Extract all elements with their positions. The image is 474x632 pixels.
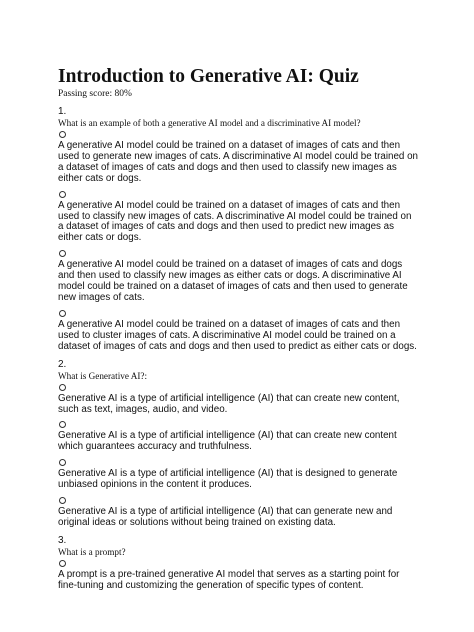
- radio-button-icon[interactable]: [59, 310, 66, 317]
- question-text: What is a prompt?: [58, 546, 126, 557]
- question-3: [58, 535, 418, 592]
- answer-option[interactable]: [58, 310, 418, 353]
- question-2: [58, 359, 418, 529]
- answer-text: Generative AI is a type of artificial intelligence (AI) that is designed to generate unbiased opinions in the content it produces.: [58, 468, 398, 491]
- answer-text: A generative AI model could be trained on a dataset of images of cats and then used to classify new images of cats. A discriminative AI model could be trained on a dataset of images of cats and dogs and then used to predict new images as either cats or dogs.: [58, 199, 412, 244]
- answer-option[interactable]: [58, 560, 418, 592]
- radio-button-icon[interactable]: [59, 421, 66, 428]
- question-text: What is Generative AI?:: [58, 370, 148, 381]
- radio-button-icon[interactable]: [59, 191, 66, 198]
- question-1: [58, 106, 418, 353]
- answer-text: A generative AI model could be trained on a dataset of images of cats and then used to cluster images of cats. A discriminative AI model could be trained on a dataset of images of cats and dogs and then used to predict as either cats or dogs.: [58, 318, 417, 352]
- answer-option[interactable]: [58, 421, 418, 453]
- question-text: What is an example of both a generative AI model and a discriminative AI model?: [58, 118, 361, 128]
- answer-option[interactable]: [58, 250, 418, 304]
- answer-option[interactable]: [58, 497, 418, 529]
- answer-option[interactable]: [58, 131, 418, 185]
- radio-button-icon[interactable]: [59, 459, 66, 466]
- answer-text: Generative AI is a type of artificial intelligence (AI) that can generate new and original ideas or solutions without being trained on existing data.: [58, 506, 393, 528]
- answer-text: A prompt is a pre-trained generative AI model that serves as a starting point for fine-tuning and customizing the generation of specific types of content.: [58, 568, 400, 591]
- answer-text: Generative AI is a type of artificial intelligence (AI) that can create new content which guarantees accuracy and truthfulness.: [58, 430, 397, 453]
- answer-option[interactable]: [58, 459, 418, 491]
- answer-option[interactable]: [58, 191, 418, 245]
- passing-score: Passing score: 80%: [58, 89, 132, 99]
- question-number: 3.: [58, 534, 67, 546]
- answer-text: Generative AI is a type of artificial intelligence (AI) that can create new content, such as text, images, audio, and video.: [58, 392, 400, 415]
- answer-option[interactable]: [58, 384, 418, 416]
- question-number: 1.: [58, 106, 67, 117]
- question-number: 2.: [58, 358, 67, 370]
- quiz-page: [58, 66, 418, 598]
- radio-button-icon[interactable]: [59, 250, 66, 257]
- page-title: Introduction to Generative AI: Quiz: [58, 66, 359, 87]
- answer-text: A generative AI model could be trained on a dataset of images of cats and then used to generate new images of cats. A discriminative AI model could be trained on a dataset of images of cats and dogs and then used to classify new images as either cats or dogs.: [58, 140, 418, 184]
- answer-text: A generative AI model could be trained on a dataset of images of cats and dogs and then used to classify new images as either cats or dogs. A discriminative AI model could be trained on a dataset of images of cats and then used to generate new images of cats.: [58, 259, 408, 303]
- radio-button-icon[interactable]: [59, 131, 66, 138]
- radio-button-icon[interactable]: [59, 497, 66, 504]
- radio-button-icon[interactable]: [59, 384, 66, 391]
- radio-button-icon[interactable]: [59, 560, 66, 567]
